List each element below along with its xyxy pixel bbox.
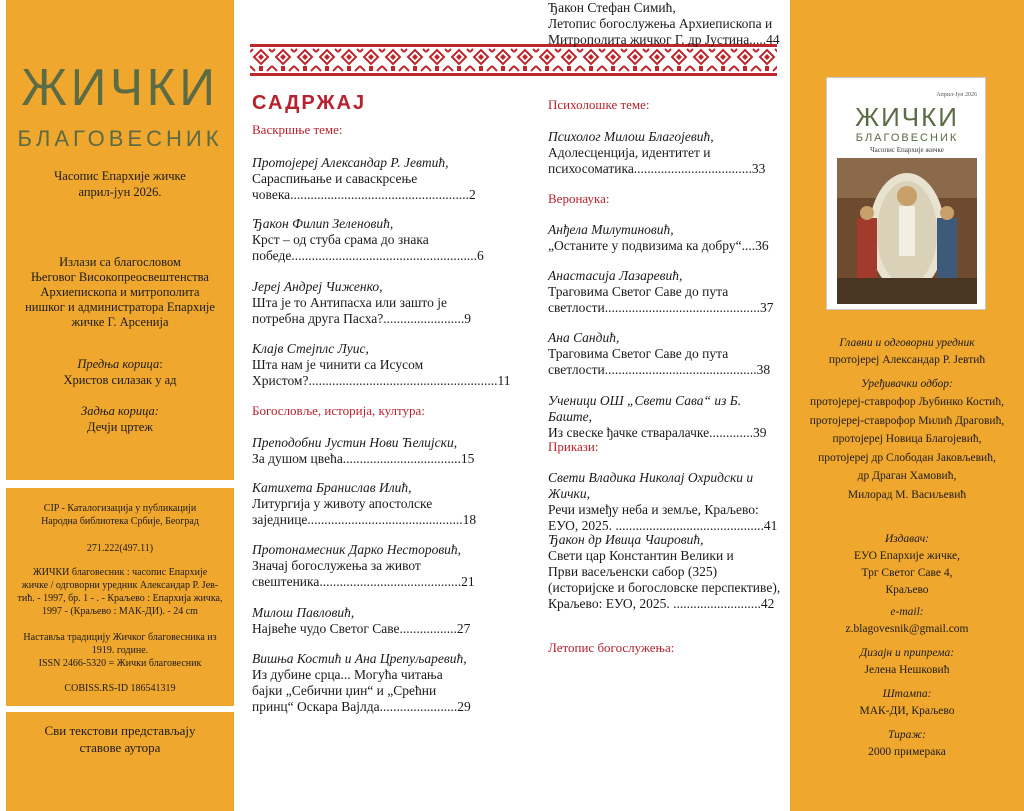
cip-line: жичке / одговорни уредник Александар Р. Јев- [21, 580, 219, 591]
toc-line: Ђакон Стефан Симић, [548, 0, 676, 15]
cip-udk: 271.222(497.11) [86, 543, 154, 554]
blessing-line: Излази са благословом [59, 255, 181, 269]
toc-author: Ђакон Филип Зеленовић, [252, 216, 394, 231]
toc-entry [548, 222, 780, 254]
toc-author: Свети Владика Николај Охридски и Жички, [548, 470, 754, 501]
cover-subtitle: БЛАГОВЕСНИК [855, 132, 959, 144]
toc-section-heading: Веронаука: [548, 191, 610, 206]
front-cover-value: Христов силазак у ад [63, 373, 177, 387]
toc-entry [548, 330, 780, 378]
toc-author: Јереј Андреј Чиженко, [252, 279, 383, 294]
cip-line: ЖИЧКИ благовесник : часопис Епархије [32, 567, 208, 578]
toc-line: Шта је то Антипасха или зашто је [252, 295, 447, 310]
cover-caption: Часопис Епархије жичке [870, 146, 944, 154]
toc-entry [252, 542, 482, 590]
toc-entry [548, 268, 780, 316]
toc-entry [252, 605, 482, 637]
board-label: Уређивачки одбор: [861, 378, 953, 390]
toc-line: „Останите у подвизима ка добру“....36 [548, 238, 769, 253]
toc-line: заједнице..............................................18 [252, 512, 477, 527]
toc-author: Протојереј Александар Р. Јевтић, [252, 155, 449, 170]
toc-author: Протонамесник Дарко Несторовић, [252, 542, 462, 557]
disclaimer-text [14, 722, 226, 756]
cip-line: CIP - Каталогизација у публикацији [43, 503, 197, 514]
blessing-line: Архиепископа и митрополита [40, 285, 200, 299]
toc-line: Из свеске ђачке стваралачке.............39 [548, 425, 767, 440]
toc-line: Литургија у животу апостолске [252, 496, 433, 511]
toc-line: Крст – од стуба срама до знака [252, 232, 429, 247]
back-cover-label: Задња корица: [81, 404, 159, 418]
toc-author: Анђела Милутиновић, [548, 222, 674, 237]
run-value: 2000 примерака [868, 746, 946, 758]
right-panel [790, 0, 1024, 811]
board-member: др Драган Хамовић, [857, 470, 957, 482]
toc-line: Христом?........................................................11 [252, 373, 511, 388]
toc-author: Ученици ОШ „Свети Сава“ из Б. Баште, [548, 393, 742, 424]
board-member: протојереј-ставрофор Милић Драговић, [809, 414, 1005, 427]
toc-line: Највеће чудо Светог Саве.................27 [252, 621, 471, 636]
cip-tradition [14, 631, 226, 657]
toc-line: За душом цвећа...................................15 [252, 451, 475, 466]
toc-entry [252, 155, 482, 203]
toc-author: Анастасија Лазаревић, [548, 268, 683, 283]
cip-line: Наставља традицију Жичког благовесника из [23, 632, 217, 643]
publisher-label: Издавач: [884, 533, 930, 545]
front-cover-label-text: Предња корица [77, 357, 160, 371]
toc-line: Шта нам је чинити са Исусом [252, 357, 424, 372]
toc-author: Милош Павловић, [252, 605, 355, 620]
cover-thumbnail [826, 77, 986, 310]
cip-line: Народна библиотека Србије, Београд [41, 516, 199, 527]
print-name: МАК-ДИ, Краљево [859, 705, 955, 717]
issue-date: април-јун 2026. [78, 185, 162, 199]
masthead-panel [6, 0, 234, 480]
cip-panel [6, 488, 234, 706]
blessing-line: жичке Г. Арсенија [71, 315, 169, 329]
toc-author: Ђакон др Ивица Чаировић, [548, 532, 704, 547]
toc-section-heading: Богословље, историја, култура: [252, 403, 425, 418]
toc-line: (историјске и богословске перспективе), [548, 580, 781, 595]
print-label: Штампа: [882, 688, 932, 700]
toc-author: Клајв Стејплс Луис, [252, 341, 369, 356]
toc-line: ЕУО, 2025. ............................................41 [548, 518, 778, 533]
blessing-line: Његовог Високопреосвештенства [31, 270, 209, 284]
toc-line: психосоматика...................................33 [548, 161, 766, 176]
toc-entry [252, 341, 511, 389]
back-cover-value: Дечји цртеж [87, 420, 153, 434]
left-panel [0, 0, 236, 811]
cip-issn: ISSN 2466-5320 = Жички благовесник [38, 658, 202, 669]
cip-description [14, 566, 226, 618]
cip-header [14, 502, 226, 528]
email-label: e-mail: [890, 606, 924, 618]
toc-author: Ана Сандић, [548, 330, 620, 345]
toc-line: Адолесценција, идентитет и [548, 145, 711, 160]
logo-title: ЖИЧКИ [21, 59, 219, 117]
toc-section-heading: Прикази: [548, 439, 599, 454]
toc-line: Свети цар Константин Велики и [548, 548, 734, 563]
editor-name: протојереј Александар Р. Јевтић [828, 354, 986, 366]
toc-entry [548, 393, 780, 441]
toc-line: светлости.............................................38 [548, 362, 771, 377]
toc-author: Преподобни Јустин Нови Ћелијски, [252, 435, 458, 450]
toc-line: бајки „Себични џин“ и „Срећни [252, 683, 437, 698]
toc-entry [548, 129, 780, 177]
toc-section-heading: Васкршње теме: [252, 122, 343, 137]
front-cover-label [14, 357, 226, 372]
board-member: Милорад М. Васиљевић [847, 488, 967, 501]
toc-line: свештеника..........................................21 [252, 574, 475, 589]
disclaimer-panel [6, 712, 234, 811]
toc-entry [548, 0, 780, 48]
publisher [790, 548, 1024, 599]
toc-line: Речи између неба и земље, Краљево: [548, 502, 759, 517]
run-label: Тираж: [888, 729, 926, 741]
disclaimer-line: ставове аутора [79, 740, 161, 755]
toc-line: светлости..............................................37 [548, 300, 774, 315]
toc-section-heading: Психолошке теме: [548, 97, 650, 112]
board-member: протојереј-ставрофор Љубинко Костић, [810, 396, 1004, 408]
design-name: Јелена Нешковић [864, 664, 950, 676]
publisher-line: Краљево [885, 584, 929, 596]
toc-entry [252, 279, 482, 327]
design-label: Дизајн и припрема: [859, 647, 955, 659]
toc-line: победе.......................................................6 [252, 248, 484, 263]
board-list [790, 393, 1024, 504]
blessing-line: нишког и администратора Епархије [25, 300, 215, 314]
toc-entry [252, 435, 482, 467]
toc-line: Краљево: ЕУО, 2025. ..........................42 [548, 596, 775, 611]
cip-cobiss: COBISS.RS-ID 186541319 [64, 683, 176, 694]
blessing-text [14, 255, 226, 330]
toc-line: потребна друга Пасха?........................9 [252, 311, 472, 326]
editor-label: Главни и одговорни уредник [839, 337, 975, 349]
toc-section-heading: Летопис богослужења: [548, 640, 675, 655]
front-cover-colon: : [159, 357, 163, 371]
toc-line: Траговима Светог Саве до пута [548, 284, 729, 299]
disclaimer-line: Сви текстови представљају [44, 723, 196, 738]
board-member: протојереј др Слободан Јаковљевић, [818, 451, 996, 464]
toc-line: Сараспињање и саваскрсење [252, 171, 418, 186]
publisher-line: Трг Светог Саве 4, [861, 567, 953, 579]
email-address: z.blagovesnik@gmail.com [845, 623, 969, 635]
toc-entry [252, 216, 482, 264]
toc-title: САДРЖАЈ [252, 92, 367, 114]
toc-line: Митрополита жичког Г. др Јустина.....44 [548, 32, 780, 47]
toc-entry [548, 532, 780, 612]
toc-entry [252, 480, 482, 528]
toc-line: принц“ Оскара Вајлда.......................29 [252, 699, 471, 714]
toc-author: Психолог Милош Благојевић, [548, 129, 714, 144]
cover-tag: Април-Јун 2026 [936, 92, 977, 98]
cip-line: 1919. године. [91, 645, 149, 656]
toc-line: Значај богослужења за живот [252, 558, 421, 573]
toc-line: Летопис богослужења Архиепископа и [548, 16, 773, 31]
toc-line: Први васељенски сабор (325) [548, 564, 718, 579]
toc-line: Траговима Светог Саве до пута [548, 346, 729, 361]
toc-line: човека.....................................................2 [252, 187, 476, 202]
toc-entry [252, 651, 482, 715]
toc-entry [548, 470, 780, 534]
journal-name: Часопис Епархије жичке [54, 169, 186, 183]
board-member: протојереј Новица Благојевић, [832, 433, 982, 445]
toc-author: Катихета Бранислав Илић, [252, 480, 412, 495]
icon-image [837, 158, 977, 304]
toc-author: Вишња Костић и Ана Црепуљаревић, [252, 651, 467, 666]
toc-line: Из дубине срца... Могућа читања [252, 667, 443, 682]
cip-line: тић. - 1997, бр. 1 - . - Краљево : Епархија жичка, [17, 593, 223, 604]
cover-title: ЖИЧКИ [855, 102, 959, 132]
publisher-line: ЕУО Епархије жичке, [853, 550, 961, 562]
logo-subtitle: БЛАГОВЕСНИК [17, 126, 223, 151]
cip-line: 1997 - (Краљево : МАК-ДИ). - 24 cm [42, 606, 198, 617]
